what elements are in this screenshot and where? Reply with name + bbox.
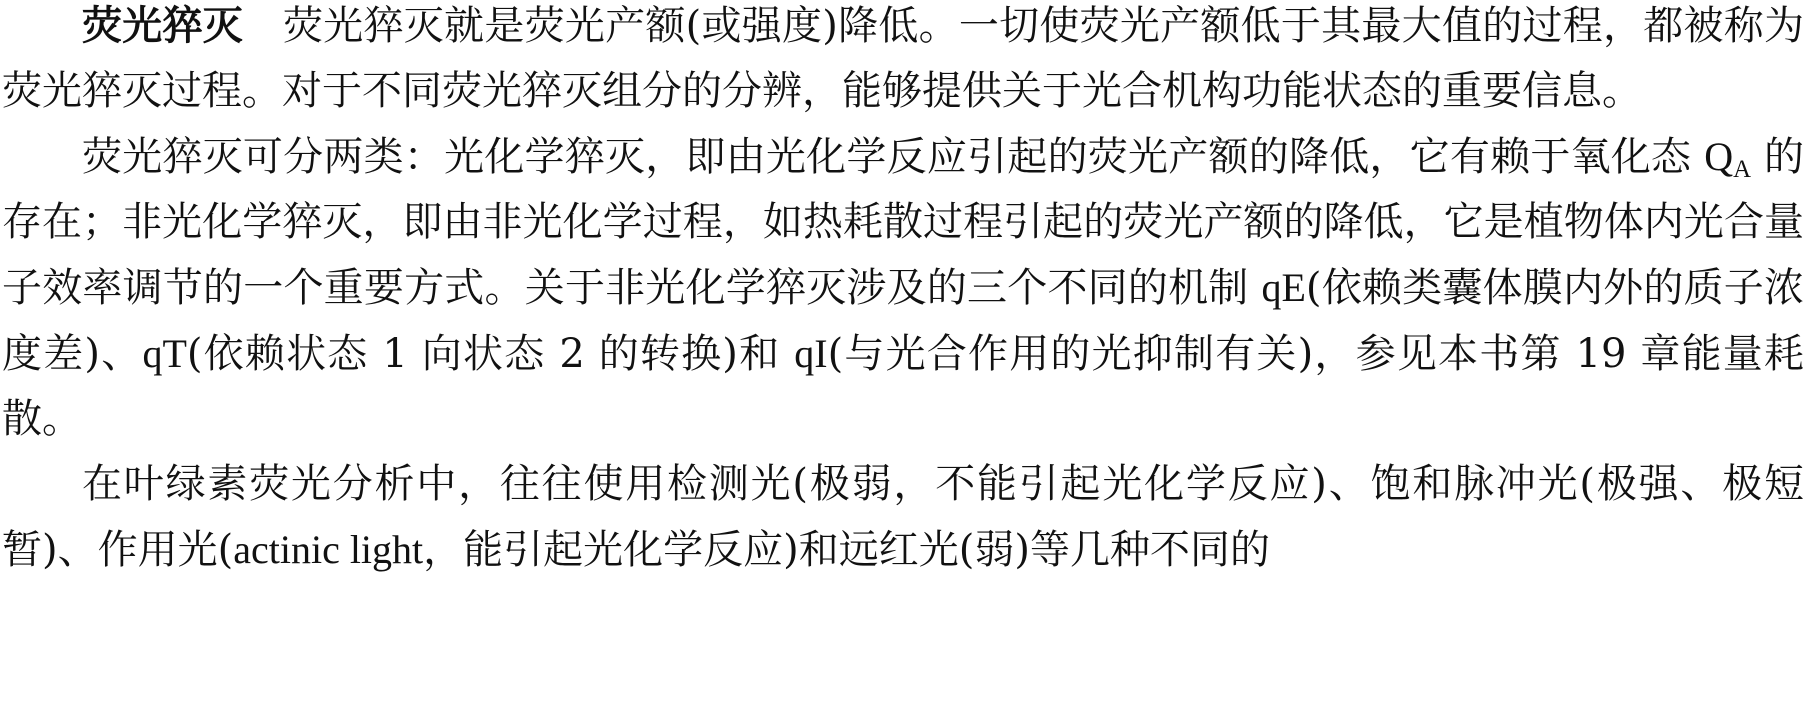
term-heading: 荧光猝灭	[82, 3, 244, 49]
paragraph-quenching-types	[2, 124, 1804, 452]
paragraph-text: (依赖状态 1 向状态 2 的转换)和	[186, 331, 795, 377]
paragraph-text: (依赖类囊体膜内外的质子浓度差)、	[2, 265, 1804, 377]
actinic-light-term: actinic light	[233, 527, 424, 572]
qt-symbol: qT	[142, 331, 187, 376]
paragraph-measuring-lights	[2, 452, 1804, 583]
paragraph-text: 荧光猝灭可分两类：光化学猝灭，即由光化学反应引起的荧光产额的降低，它有赖于氧化态	[82, 134, 1705, 180]
paragraph-text: 荧光猝灭就是荧光产额(或强度)降低。一切使荧光产额低于其最大值的过程，都被称为荧光猝灭过程。对于不同荧光猝灭组分的分辨，能够提供关于光合机构功能状态的重要信息。	[2, 3, 1804, 114]
paragraph-text: 在叶绿素荧光分析中，往往使用检测光(极弱，不能引起光化学反应)、饱和脉冲光(极强、极短暂)、作用光(	[2, 461, 1804, 573]
paragraph-text: (与光合作用的光抑制有关)，参见本书第 19 章能量耗散。	[2, 331, 1805, 442]
qi-symbol: qI	[794, 331, 828, 376]
qe-symbol: qE	[1261, 265, 1306, 310]
qa-symbol: Q	[1704, 134, 1734, 179]
qa-subscript: A	[1733, 155, 1752, 183]
paragraph-fluorescence-quenching-definition	[2, 0, 1804, 124]
paragraph-text: 的存在；非光化学猝灭，即由非光化学过程，如热耗散过程引起的荧光产额的降低，它是植物体内光合量子效率调节的一个重要方式。关于非光化学猝灭涉及的三个不同的机制	[2, 134, 1804, 311]
paragraph-text: ，能引起光化学反应)和远红光(弱)等几种不同的	[423, 527, 1270, 573]
